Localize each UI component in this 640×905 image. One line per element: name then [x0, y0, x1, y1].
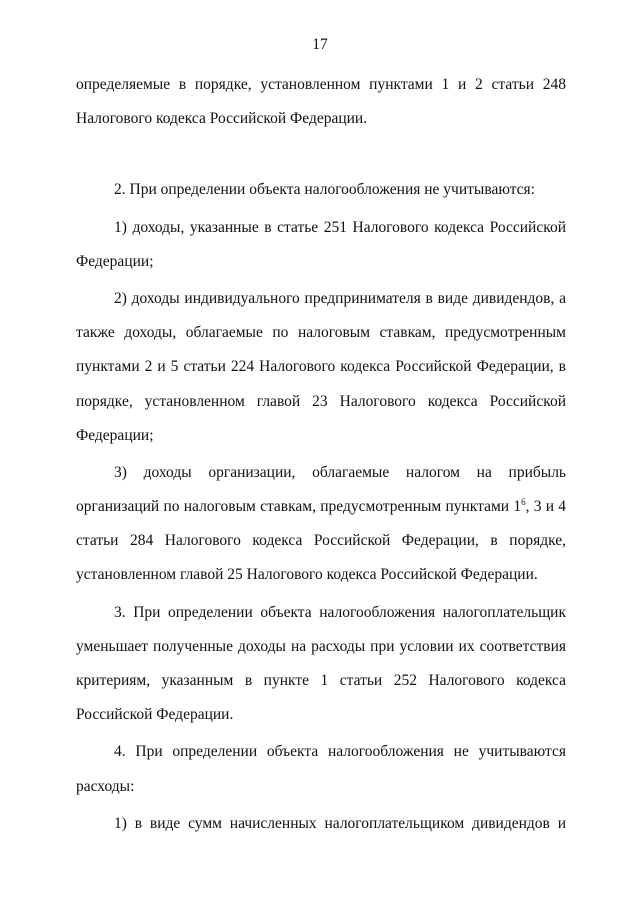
superscript: 6	[521, 497, 526, 508]
text-line: критериям, указанным в пункте 1 статьи 252 Налогового кодекса	[76, 672, 566, 689]
text-line: уменьшает полученные доходы на расходы при условии их соответствия	[76, 637, 566, 655]
text-line-part: , 3 и 4	[525, 498, 566, 516]
text-line: 3. При определении объекта налогообложения налогоплательщик	[114, 603, 566, 621]
text-line-part: организаций по налоговым ставкам, предусмотренным пунктами 1	[76, 498, 522, 516]
text-line: Налогового кодекса Российской Федерации.	[76, 110, 368, 128]
document-body	[76, 74, 566, 847]
text-line: Федерации;	[76, 426, 154, 444]
text-line: статьи 284 Налогового кодекса Российской Федерации, в порядке,	[76, 532, 566, 550]
text-line: 1) доходы, указанные в статье 251 Налогового кодекса Российской	[114, 218, 566, 236]
text-line: определяемые в порядке, установленном пунктами 1 и 2 статьи 248	[76, 76, 566, 93]
text-line: 2. При определении объекта налогообложения не учитываются:	[114, 181, 535, 199]
text-line: Федерации;	[76, 252, 154, 270]
text-line: расходы:	[76, 777, 135, 795]
text-line: 2) доходы индивидуального предпринимателя в виде дивидендов, а	[114, 289, 566, 307]
text-line: 3) доходы организации, облагаемые налогом на прибыль	[114, 463, 566, 481]
text-line: 4. При определении объекта налогообложения не учитываются	[114, 743, 566, 761]
text-line: пунктами 2 и 5 статьи 224 Налогового кодекса Российской Федерации, в	[76, 358, 566, 376]
text-line: порядке, установленном главой 23 Налогового кодекса Российской	[76, 392, 566, 410]
text-line: установленном главой 25 Налогового кодекса Российской Федерации.	[76, 566, 538, 584]
text-line: Российской Федерации.	[76, 706, 234, 724]
text-line: 1) в виде сумм начисленных налогоплательщиком дивидендов и	[114, 814, 566, 832]
page-number: 17	[312, 36, 328, 53]
text-line: также доходы, облагаемые по налоговым ставкам, предусмотренным	[76, 324, 566, 342]
text-line	[76, 496, 566, 530]
